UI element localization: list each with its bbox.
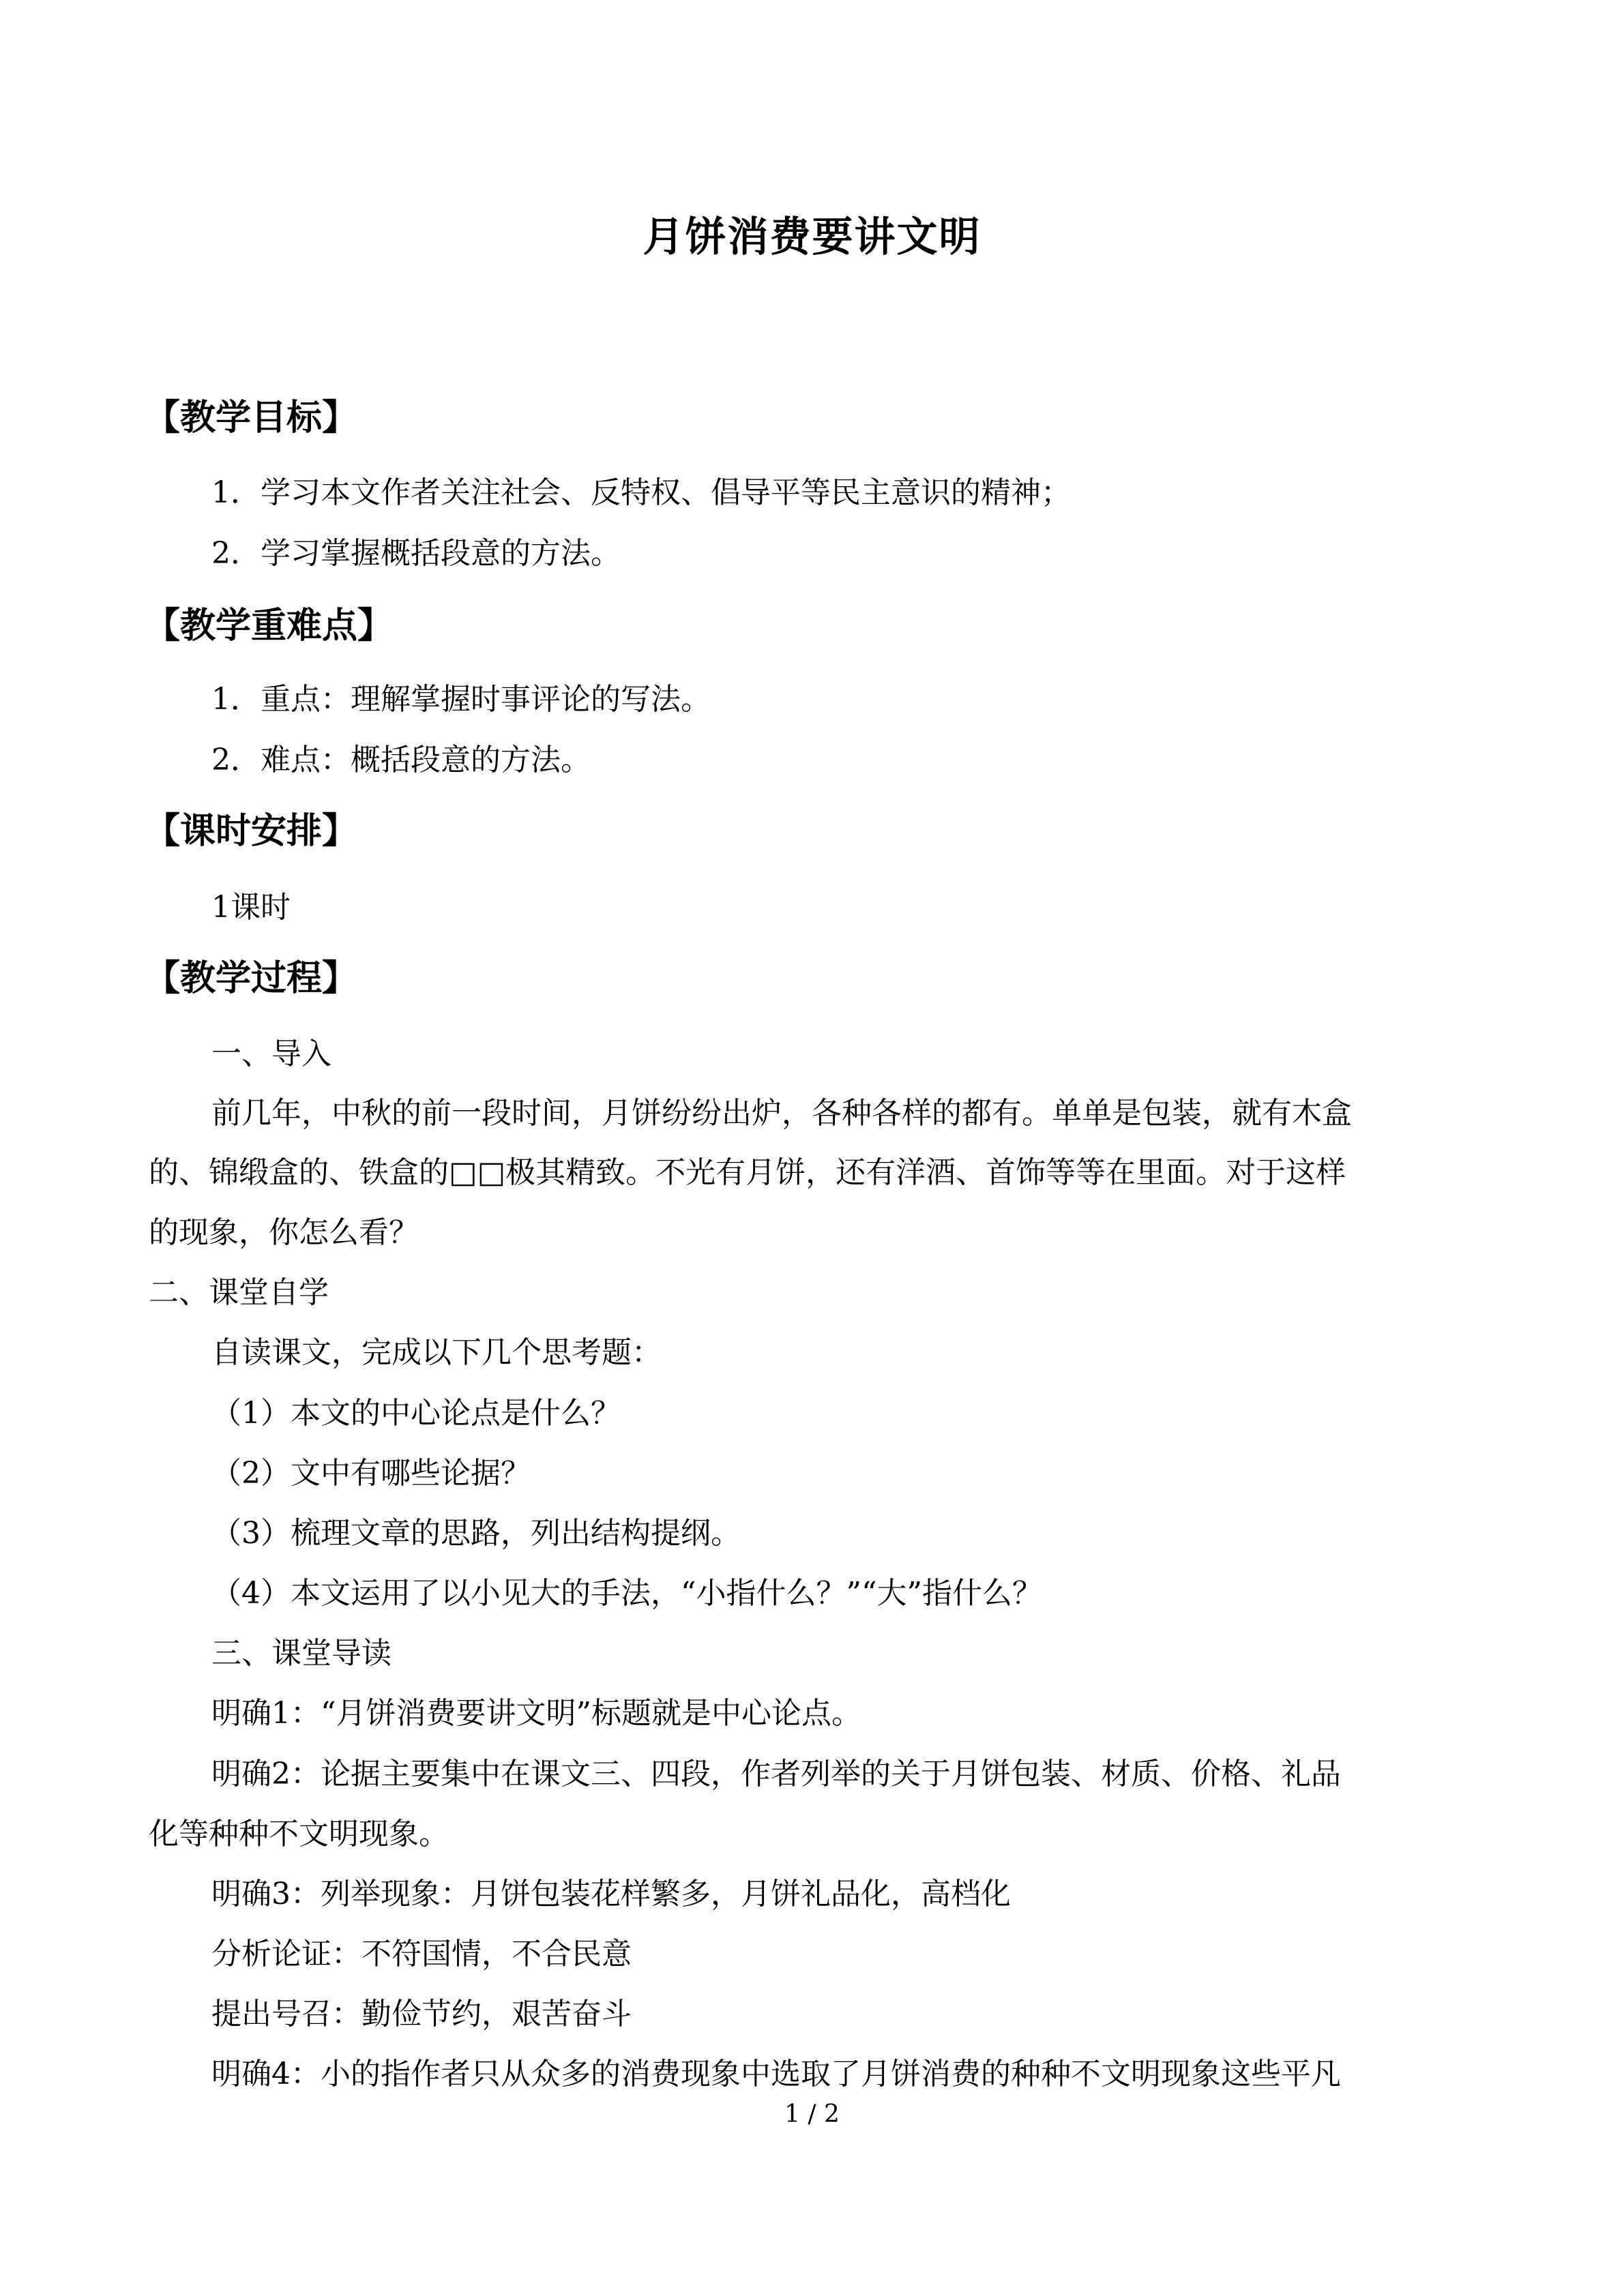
self-study-intro: 自读课文，完成以下几个思考题： <box>211 1335 662 1370</box>
intro-paragraph-line: 的现象，你怎么看？ <box>149 1215 419 1250</box>
self-study-title: 二、课堂自学 <box>149 1275 329 1310</box>
clarify-item: 明确3：列举现象：月饼包装花样繁多，月饼礼品化，高档化 <box>211 1877 1011 1911</box>
keypoint-item: 2．难点：概括段意的方法。 <box>211 743 591 777</box>
clarify-item: 明确1：“月饼消费要讲文明”标题就是中心论点。 <box>211 1696 861 1731</box>
question-item: （1）本文的中心论点是什么？ <box>211 1396 621 1431</box>
goal-item: 1．学习本文作者关注社会、反特权、倡导平等民主意识的精神； <box>211 475 1071 510</box>
intro-paragraph-line: 前几年，中秋的前一段时间，月饼纷纷出炉，各种各样的都有。单单是包装，就有木盒 <box>211 1096 1352 1131</box>
question-item: （2）文中有哪些论据？ <box>211 1456 531 1491</box>
schedule-text: 1课时 <box>211 890 291 925</box>
keypoint-item: 1．重点：理解掌握时事评论的写法。 <box>211 682 711 717</box>
heading-schedule: 【课时安排】 <box>145 811 358 852</box>
heading-teaching-process: 【教学过程】 <box>145 958 358 999</box>
heading-teaching-goals: 【教学目标】 <box>145 398 358 438</box>
question-item: （4）本文运用了以小见大的手法，“小指什么？”“大”指什么？ <box>211 1576 1042 1611</box>
clarify-item-continued: 化等种种不文明现象。 <box>149 1817 449 1851</box>
page-indicator: 1 / 2 <box>784 2100 840 2128</box>
analysis-line: 分析论证：不符国情，不合民意 <box>211 1937 632 1971</box>
document-title: 月饼消费要讲文明 <box>643 213 981 261</box>
clarify-item: 明确4：小的指作者只从众多的消费现象中选取了月饼消费的种种不文明现象这些平凡 <box>211 2057 1341 2091</box>
intro-paragraph-line: 的、锦缎盒的、铁盒的□□极其精致。不光有月饼，还有洋酒、首饰等等在里面。对于这样 <box>149 1155 1346 1190</box>
goal-item: 2．学习掌握概括段意的方法。 <box>211 536 621 571</box>
heading-key-difficulties: 【教学重难点】 <box>145 606 394 646</box>
question-item: （3）梳理文章的思路，列出结构提纲。 <box>211 1516 741 1551</box>
appeal-line: 提出号召：勤俭节约，艰苦奋斗 <box>211 1997 632 2031</box>
clarify-item: 明确2：论据主要集中在课文三、四段，作者列举的关于月饼包装、材质、价格、礼品 <box>211 1757 1341 1791</box>
guide-title: 三、课堂导读 <box>211 1636 392 1671</box>
intro-title: 一、导入 <box>211 1037 331 1071</box>
